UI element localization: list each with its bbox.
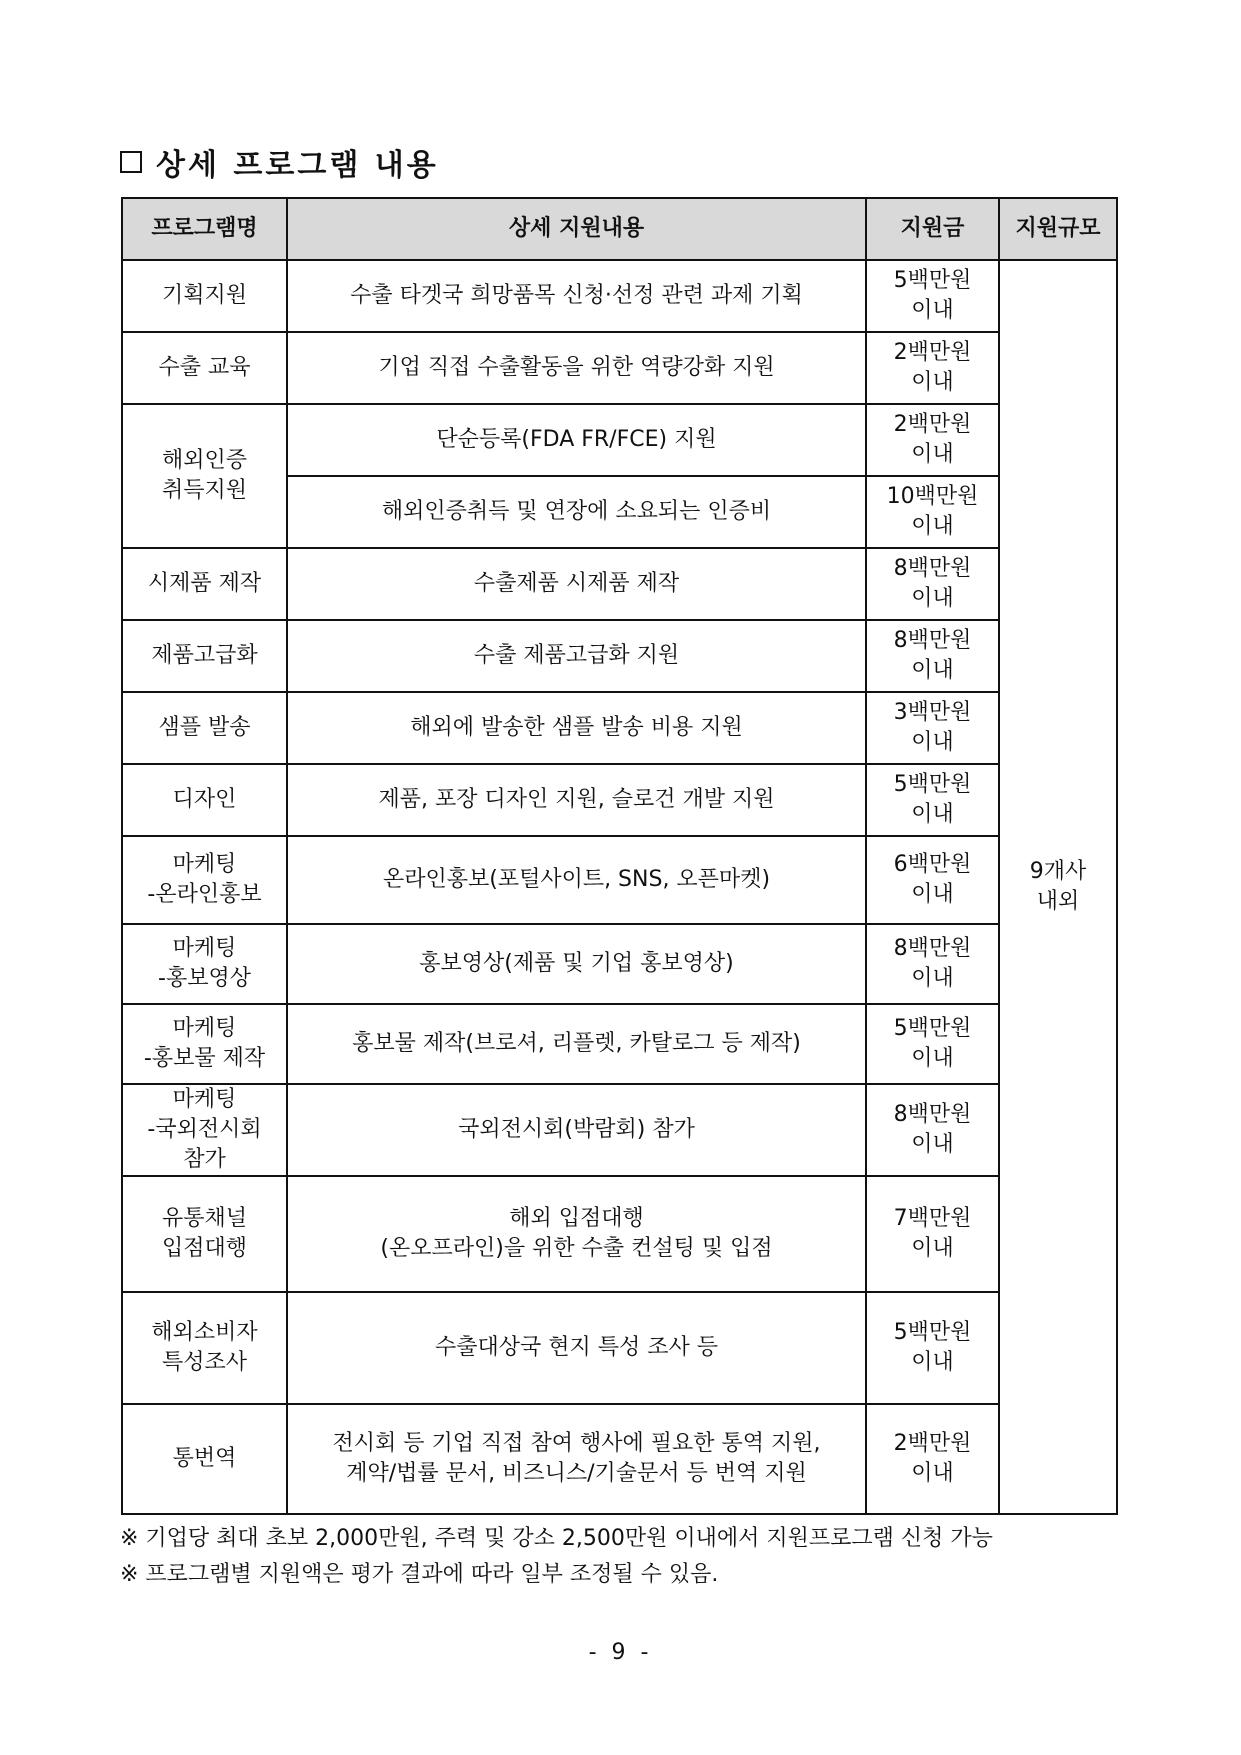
program-amount: 2백만원 이내 [866,404,999,476]
header-scale: 지원규모 [999,198,1117,260]
page-number: - 9 - [588,1640,653,1665]
program-name: 마케팅 -온라인홍보 [122,836,287,924]
program-detail: 수출 제품고급화 지원 [287,620,866,692]
program-amount: 3백만원 이내 [866,692,999,764]
support-scale: 9개사 내외 [999,260,1117,1514]
header-program: 프로그램명 [122,198,287,260]
program-amount: 5백만원 이내 [866,1004,999,1084]
program-amount: 2백만원 이내 [866,332,999,404]
table-row [122,332,1117,404]
table-row [122,692,1117,764]
table-row [122,1004,1117,1084]
program-amount: 8백만원 이내 [866,620,999,692]
program-detail: 국외전시회(박람회) 참가 [287,1084,866,1176]
program-detail: 홍보영상(제품 및 기업 홍보영상) [287,924,866,1004]
table-header-row [122,198,1117,260]
table-row [122,620,1117,692]
program-name: 마케팅 -홍보영상 [122,924,287,1004]
program-amount: 5백만원 이내 [866,1292,999,1404]
header-amount: 지원금 [866,198,999,260]
header-detail: 상세 지원내용 [287,198,866,260]
program-detail: 제품, 포장 디자인 지원, 슬로건 개발 지원 [287,764,866,836]
program-table [121,197,1118,1515]
program-amount: 7백만원 이내 [866,1176,999,1292]
program-name: 제품고급화 [122,620,287,692]
program-name: 통번역 [122,1404,287,1514]
program-name: 유통채널 입점대행 [122,1176,287,1292]
note-1: ※ 기업당 최대 초보 2,000만원, 주력 및 강소 2,500만원 이내에서 지원프로그램 신청 가능 [120,1526,993,1551]
program-name: 해외소비자 특성조사 [122,1292,287,1404]
table-row [122,1292,1117,1404]
program-name: 시제품 제작 [122,548,287,620]
table-row [122,1404,1117,1514]
program-name: 해외인증 취득지원 [122,404,287,548]
table-row [122,764,1117,836]
program-detail: 해외 입점대행 (온오프라인)을 위한 수출 컨설팅 및 입점 [287,1176,866,1292]
program-name: 수출 교육 [122,332,287,404]
table-row [122,548,1117,620]
program-name: 디자인 [122,764,287,836]
program-detail: 전시회 등 기업 직접 참여 행사에 필요한 통역 지원, 계약/법률 문서, 비즈니스/기술문서 등 번역 지원 [287,1404,866,1514]
program-amount: 8백만원 이내 [866,548,999,620]
program-amount: 10백만원 이내 [866,476,999,548]
program-name: 샘플 발송 [122,692,287,764]
table-row [122,404,1117,476]
program-name: 마케팅 -국외전시회 참가 [122,1084,287,1176]
program-detail: 단순등록(FDA FR/FCE) 지원 [287,404,866,476]
table-row [122,260,1117,332]
program-detail: 해외인증취득 및 연장에 소요되는 인증비 [287,476,866,548]
program-amount: 2백만원 이내 [866,1404,999,1514]
section-heading [120,140,439,184]
program-amount: 8백만원 이내 [866,924,999,1004]
program-detail: 해외에 발송한 샘플 발송 비용 지원 [287,692,866,764]
table-row [122,1176,1117,1292]
program-name: 기획지원 [122,260,287,332]
table-row [122,836,1117,924]
program-amount: 5백만원 이내 [866,764,999,836]
program-detail: 홍보물 제작(브로셔, 리플렛, 카탈로그 등 제작) [287,1004,866,1084]
program-detail: 수출 타겟국 희망품목 신청·선정 관련 과제 기획 [287,260,866,332]
empty-square-icon [120,151,142,173]
table-row [122,1084,1117,1176]
program-detail: 기업 직접 수출활동을 위한 역량강화 지원 [287,332,866,404]
program-detail: 수출대상국 현지 특성 조사 등 [287,1292,866,1404]
program-amount: 6백만원 이내 [866,836,999,924]
program-detail: 수출제품 시제품 제작 [287,548,866,620]
program-amount: 8백만원 이내 [866,1084,999,1176]
section-title: 상세 프로그램 내용 [156,148,439,183]
program-amount: 5백만원 이내 [866,260,999,332]
program-detail: 온라인홍보(포털사이트, SNS, 오픈마켓) [287,836,866,924]
note-2: ※ 프로그램별 지원액은 평가 결과에 따라 일부 조정될 수 있음. [120,1562,719,1587]
program-name: 마케팅 -홍보물 제작 [122,1004,287,1084]
table-row [122,924,1117,1004]
